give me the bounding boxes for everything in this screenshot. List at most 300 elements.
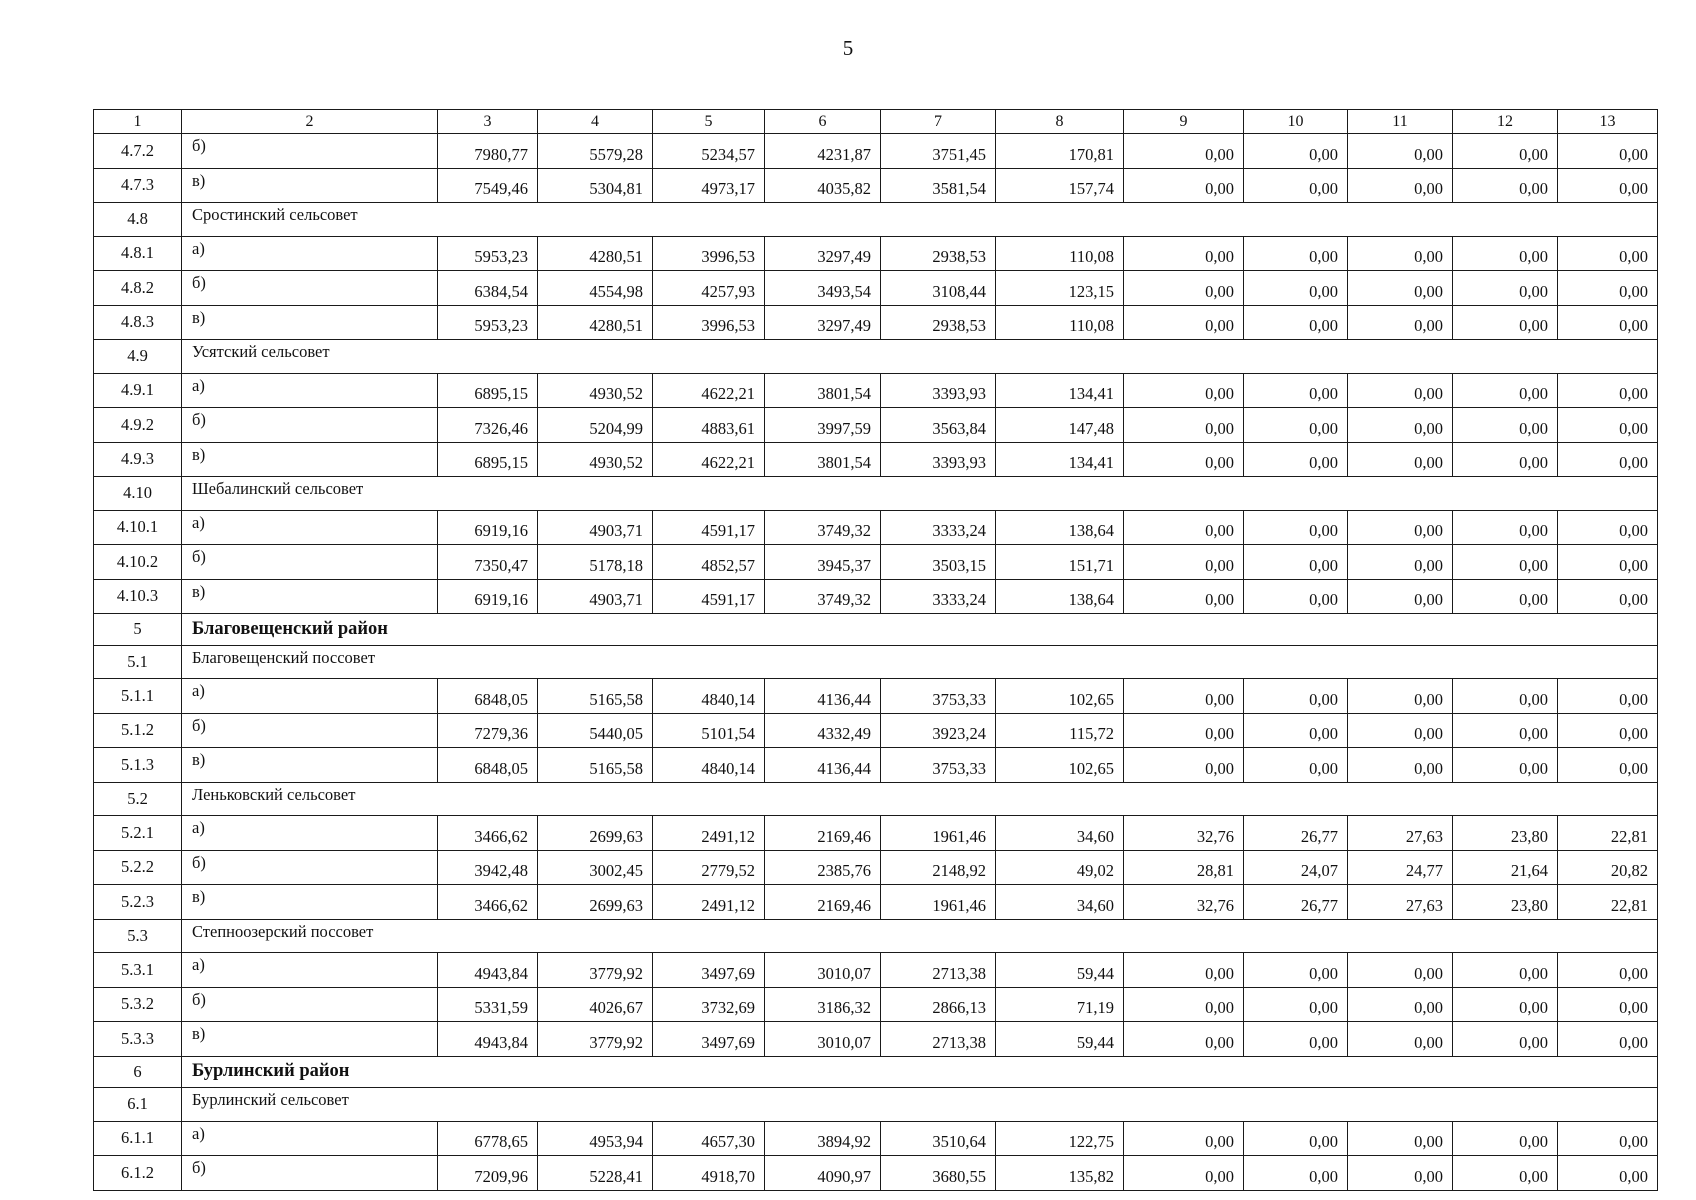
value-cell-col-9: 0,00 xyxy=(1124,579,1244,614)
header-cell: 10 xyxy=(1244,110,1348,134)
value-cell-col-6: 3749,32 xyxy=(765,510,881,545)
row-variant: б) xyxy=(182,408,438,443)
value-cell-col-6: 4035,82 xyxy=(765,168,881,203)
value-cell-col-4: 3779,92 xyxy=(538,953,653,988)
value-cell-col-13: 0,00 xyxy=(1558,1156,1658,1191)
row-code: 6.1.2 xyxy=(94,1156,182,1191)
value-cell-col-8: 34,60 xyxy=(996,816,1124,851)
value-cell-col-9: 0,00 xyxy=(1124,168,1244,203)
table-row xyxy=(94,545,1658,580)
table-row xyxy=(94,987,1658,1022)
value-cell-col-6: 3801,54 xyxy=(765,373,881,408)
table-row xyxy=(94,579,1658,614)
value-cell-col-5: 5101,54 xyxy=(653,713,765,748)
settlement-heading-row xyxy=(94,203,1658,237)
value-cell-col-11: 0,00 xyxy=(1348,442,1453,477)
value-cell-col-10: 0,00 xyxy=(1244,679,1348,714)
value-cell-col-11: 0,00 xyxy=(1348,168,1453,203)
value-cell-col-5: 3996,53 xyxy=(653,236,765,271)
value-cell-col-8: 71,19 xyxy=(996,987,1124,1022)
value-cell-col-6: 4136,44 xyxy=(765,748,881,783)
value-cell-col-10: 24,07 xyxy=(1244,850,1348,885)
value-cell-col-9: 0,00 xyxy=(1124,408,1244,443)
value-cell-col-10: 0,00 xyxy=(1244,305,1348,340)
value-cell-col-7: 2148,92 xyxy=(881,850,996,885)
value-cell-col-5: 4591,17 xyxy=(653,510,765,545)
value-cell-col-4: 4930,52 xyxy=(538,373,653,408)
value-cell-col-10: 0,00 xyxy=(1244,134,1348,169)
value-cell-col-4: 4026,67 xyxy=(538,987,653,1022)
header-cell: 8 xyxy=(996,110,1124,134)
value-cell-col-6: 3010,07 xyxy=(765,1022,881,1057)
value-cell-col-3: 4943,84 xyxy=(438,953,538,988)
value-cell-col-5: 3497,69 xyxy=(653,1022,765,1057)
district-heading-row xyxy=(94,614,1658,646)
value-cell-col-12: 0,00 xyxy=(1453,1121,1558,1156)
header-cell: 2 xyxy=(182,110,438,134)
value-cell-col-13: 0,00 xyxy=(1558,1121,1658,1156)
value-cell-col-10: 0,00 xyxy=(1244,373,1348,408)
value-cell-col-12: 0,00 xyxy=(1453,236,1558,271)
value-cell-col-7: 3510,64 xyxy=(881,1121,996,1156)
value-cell-col-13: 22,81 xyxy=(1558,816,1658,851)
settlement-heading-row xyxy=(94,645,1658,679)
value-cell-col-11: 0,00 xyxy=(1348,510,1453,545)
value-cell-col-11: 0,00 xyxy=(1348,987,1453,1022)
value-cell-col-3: 3942,48 xyxy=(438,850,538,885)
value-cell-col-12: 0,00 xyxy=(1453,679,1558,714)
value-cell-col-7: 3923,24 xyxy=(881,713,996,748)
value-cell-col-4: 4903,71 xyxy=(538,579,653,614)
value-cell-col-11: 0,00 xyxy=(1348,408,1453,443)
value-cell-col-4: 5178,18 xyxy=(538,545,653,580)
value-cell-col-13: 0,00 xyxy=(1558,953,1658,988)
value-cell-col-9: 0,00 xyxy=(1124,134,1244,169)
value-cell-col-10: 26,77 xyxy=(1244,816,1348,851)
row-title: Бурлинский сельсовет xyxy=(182,1088,1658,1122)
value-cell-col-6: 2385,76 xyxy=(765,850,881,885)
value-cell-col-4: 5304,81 xyxy=(538,168,653,203)
value-cell-col-4: 2699,63 xyxy=(538,885,653,920)
value-cell-col-13: 0,00 xyxy=(1558,713,1658,748)
value-cell-col-10: 0,00 xyxy=(1244,748,1348,783)
value-cell-col-9: 28,81 xyxy=(1124,850,1244,885)
row-code: 5.3.2 xyxy=(94,987,182,1022)
value-cell-col-7: 3333,24 xyxy=(881,579,996,614)
row-variant: а) xyxy=(182,679,438,714)
row-code: 4.9.2 xyxy=(94,408,182,443)
value-cell-col-9: 0,00 xyxy=(1124,1022,1244,1057)
row-variant: в) xyxy=(182,305,438,340)
header-cell: 9 xyxy=(1124,110,1244,134)
row-variant: б) xyxy=(182,713,438,748)
value-cell-col-10: 26,77 xyxy=(1244,885,1348,920)
row-code: 5.3 xyxy=(94,919,182,953)
value-cell-col-9: 0,00 xyxy=(1124,305,1244,340)
row-title: Благовещенский поссовет xyxy=(182,645,1658,679)
row-code: 4.9.3 xyxy=(94,442,182,477)
table-row xyxy=(94,748,1658,783)
header-cell: 4 xyxy=(538,110,653,134)
value-cell-col-9: 0,00 xyxy=(1124,442,1244,477)
value-cell-col-5: 2491,12 xyxy=(653,816,765,851)
value-cell-col-13: 0,00 xyxy=(1558,442,1658,477)
value-cell-col-3: 6919,16 xyxy=(438,510,538,545)
table-row xyxy=(94,679,1658,714)
value-cell-col-6: 2169,46 xyxy=(765,816,881,851)
district-heading-row xyxy=(94,1056,1658,1088)
row-variant: а) xyxy=(182,373,438,408)
table-row xyxy=(94,953,1658,988)
settlement-heading-row xyxy=(94,477,1658,511)
row-code: 4.9.1 xyxy=(94,373,182,408)
value-cell-col-5: 4657,30 xyxy=(653,1121,765,1156)
value-cell-col-9: 0,00 xyxy=(1124,545,1244,580)
table-row xyxy=(94,885,1658,920)
settlement-heading-row xyxy=(94,340,1658,374)
value-cell-col-5: 4883,61 xyxy=(653,408,765,443)
value-cell-col-8: 59,44 xyxy=(996,1022,1124,1057)
header-cell: 13 xyxy=(1558,110,1658,134)
value-cell-col-11: 0,00 xyxy=(1348,579,1453,614)
value-cell-col-3: 7549,46 xyxy=(438,168,538,203)
header-cell: 1 xyxy=(94,110,182,134)
value-cell-col-7: 3581,54 xyxy=(881,168,996,203)
value-cell-col-12: 0,00 xyxy=(1453,442,1558,477)
value-cell-col-6: 3801,54 xyxy=(765,442,881,477)
value-cell-col-9: 0,00 xyxy=(1124,953,1244,988)
row-title: Бурлинский район xyxy=(182,1056,1658,1088)
row-title: Благовещенский район xyxy=(182,614,1658,646)
value-cell-col-5: 3497,69 xyxy=(653,953,765,988)
value-cell-col-8: 122,75 xyxy=(996,1121,1124,1156)
value-cell-col-12: 0,00 xyxy=(1453,579,1558,614)
value-cell-col-7: 3393,93 xyxy=(881,373,996,408)
value-cell-col-3: 5953,23 xyxy=(438,305,538,340)
value-cell-col-10: 0,00 xyxy=(1244,1156,1348,1191)
value-cell-col-11: 0,00 xyxy=(1348,545,1453,580)
value-cell-col-3: 4943,84 xyxy=(438,1022,538,1057)
value-cell-col-3: 7209,96 xyxy=(438,1156,538,1191)
value-cell-col-4: 5440,05 xyxy=(538,713,653,748)
value-cell-col-3: 6848,05 xyxy=(438,679,538,714)
value-cell-col-11: 24,77 xyxy=(1348,850,1453,885)
value-cell-col-11: 0,00 xyxy=(1348,1156,1453,1191)
value-cell-col-5: 4591,17 xyxy=(653,579,765,614)
value-cell-col-9: 32,76 xyxy=(1124,816,1244,851)
settlement-heading-row xyxy=(94,1088,1658,1122)
value-cell-col-3: 7350,47 xyxy=(438,545,538,580)
value-cell-col-3: 6895,15 xyxy=(438,373,538,408)
value-cell-col-8: 151,71 xyxy=(996,545,1124,580)
header-cell: 12 xyxy=(1453,110,1558,134)
value-cell-col-7: 3753,33 xyxy=(881,748,996,783)
row-code: 5.1.3 xyxy=(94,748,182,783)
value-cell-col-5: 2779,52 xyxy=(653,850,765,885)
value-cell-col-9: 0,00 xyxy=(1124,679,1244,714)
row-code: 5.2.2 xyxy=(94,850,182,885)
row-variant: а) xyxy=(182,1121,438,1156)
value-cell-col-7: 3333,24 xyxy=(881,510,996,545)
value-cell-col-6: 3997,59 xyxy=(765,408,881,443)
value-cell-col-12: 0,00 xyxy=(1453,373,1558,408)
row-code: 5 xyxy=(94,614,182,646)
value-cell-col-5: 4840,14 xyxy=(653,748,765,783)
row-variant: в) xyxy=(182,1022,438,1057)
value-cell-col-13: 0,00 xyxy=(1558,579,1658,614)
value-cell-col-9: 32,76 xyxy=(1124,885,1244,920)
value-cell-col-12: 23,80 xyxy=(1453,885,1558,920)
value-cell-col-8: 147,48 xyxy=(996,408,1124,443)
table-row xyxy=(94,1156,1658,1191)
value-cell-col-4: 4280,51 xyxy=(538,305,653,340)
value-cell-col-13: 0,00 xyxy=(1558,373,1658,408)
row-title: Леньковский сельсовет xyxy=(182,782,1658,816)
value-cell-col-6: 3894,92 xyxy=(765,1121,881,1156)
row-code: 4.10.1 xyxy=(94,510,182,545)
header-cell: 7 xyxy=(881,110,996,134)
value-cell-col-8: 138,64 xyxy=(996,579,1124,614)
value-cell-col-13: 0,00 xyxy=(1558,545,1658,580)
value-cell-col-8: 157,74 xyxy=(996,168,1124,203)
row-code: 5.1 xyxy=(94,645,182,679)
row-code: 4.9 xyxy=(94,340,182,374)
value-cell-col-8: 102,65 xyxy=(996,679,1124,714)
row-variant: а) xyxy=(182,236,438,271)
value-cell-col-9: 0,00 xyxy=(1124,1121,1244,1156)
value-cell-col-7: 2938,53 xyxy=(881,305,996,340)
value-cell-col-13: 20,82 xyxy=(1558,850,1658,885)
table-row xyxy=(94,168,1658,203)
value-cell-col-12: 0,00 xyxy=(1453,168,1558,203)
row-code: 5.1.2 xyxy=(94,713,182,748)
value-cell-col-13: 0,00 xyxy=(1558,679,1658,714)
value-cell-col-9: 0,00 xyxy=(1124,1156,1244,1191)
row-code: 4.8.3 xyxy=(94,305,182,340)
value-cell-col-9: 0,00 xyxy=(1124,510,1244,545)
table-row xyxy=(94,816,1658,851)
value-cell-col-13: 22,81 xyxy=(1558,885,1658,920)
value-cell-col-4: 4930,52 xyxy=(538,442,653,477)
value-cell-col-11: 0,00 xyxy=(1348,748,1453,783)
value-cell-col-11: 0,00 xyxy=(1348,713,1453,748)
value-cell-col-10: 0,00 xyxy=(1244,713,1348,748)
row-code: 5.2.3 xyxy=(94,885,182,920)
value-cell-col-8: 110,08 xyxy=(996,236,1124,271)
table-row xyxy=(94,134,1658,169)
row-code: 4.10 xyxy=(94,477,182,511)
value-cell-col-10: 0,00 xyxy=(1244,953,1348,988)
value-cell-col-4: 4953,94 xyxy=(538,1121,653,1156)
value-cell-col-7: 3108,44 xyxy=(881,271,996,306)
row-variant: в) xyxy=(182,168,438,203)
value-cell-col-7: 1961,46 xyxy=(881,816,996,851)
value-cell-col-6: 4332,49 xyxy=(765,713,881,748)
row-code: 4.10.2 xyxy=(94,545,182,580)
value-cell-col-6: 3010,07 xyxy=(765,953,881,988)
row-code: 4.7.2 xyxy=(94,134,182,169)
table-row xyxy=(94,850,1658,885)
tariff-table xyxy=(93,109,1658,1191)
value-cell-col-10: 0,00 xyxy=(1244,168,1348,203)
value-cell-col-8: 59,44 xyxy=(996,953,1124,988)
value-cell-col-11: 0,00 xyxy=(1348,1022,1453,1057)
value-cell-col-12: 21,64 xyxy=(1453,850,1558,885)
value-cell-col-4: 4903,71 xyxy=(538,510,653,545)
value-cell-col-3: 6848,05 xyxy=(438,748,538,783)
value-cell-col-3: 3466,62 xyxy=(438,816,538,851)
row-title: Сростинский сельсовет xyxy=(182,203,1658,237)
value-cell-col-12: 0,00 xyxy=(1453,987,1558,1022)
value-cell-col-5: 4918,70 xyxy=(653,1156,765,1191)
row-variant: в) xyxy=(182,579,438,614)
row-code: 5.3.3 xyxy=(94,1022,182,1057)
value-cell-col-10: 0,00 xyxy=(1244,236,1348,271)
value-cell-col-9: 0,00 xyxy=(1124,987,1244,1022)
value-cell-col-8: 170,81 xyxy=(996,134,1124,169)
row-variant: б) xyxy=(182,987,438,1022)
value-cell-col-9: 0,00 xyxy=(1124,373,1244,408)
value-cell-col-13: 0,00 xyxy=(1558,168,1658,203)
row-variant: а) xyxy=(182,510,438,545)
value-cell-col-12: 0,00 xyxy=(1453,545,1558,580)
value-cell-col-4: 5204,99 xyxy=(538,408,653,443)
table-row xyxy=(94,373,1658,408)
value-cell-col-6: 3749,32 xyxy=(765,579,881,614)
value-cell-col-5: 5234,57 xyxy=(653,134,765,169)
value-cell-col-6: 3945,37 xyxy=(765,545,881,580)
page-number: 5 xyxy=(842,36,854,60)
value-cell-col-12: 0,00 xyxy=(1453,1156,1558,1191)
header-cell: 11 xyxy=(1348,110,1453,134)
value-cell-col-10: 0,00 xyxy=(1244,442,1348,477)
settlement-heading-row xyxy=(94,919,1658,953)
value-cell-col-11: 0,00 xyxy=(1348,236,1453,271)
value-cell-col-12: 0,00 xyxy=(1453,134,1558,169)
value-cell-col-8: 138,64 xyxy=(996,510,1124,545)
row-title: Шебалинский сельсовет xyxy=(182,477,1658,511)
header-cell: 5 xyxy=(653,110,765,134)
value-cell-col-6: 4090,97 xyxy=(765,1156,881,1191)
value-cell-col-12: 0,00 xyxy=(1453,305,1558,340)
value-cell-col-11: 0,00 xyxy=(1348,373,1453,408)
row-code: 5.2 xyxy=(94,782,182,816)
value-cell-col-3: 6919,16 xyxy=(438,579,538,614)
table-row xyxy=(94,510,1658,545)
value-cell-col-6: 3186,32 xyxy=(765,987,881,1022)
row-variant: б) xyxy=(182,271,438,306)
row-code: 4.7.3 xyxy=(94,168,182,203)
table-row xyxy=(94,236,1658,271)
value-cell-col-11: 0,00 xyxy=(1348,271,1453,306)
row-variant: а) xyxy=(182,816,438,851)
header-cell: 3 xyxy=(438,110,538,134)
value-cell-col-10: 0,00 xyxy=(1244,579,1348,614)
row-code: 5.3.1 xyxy=(94,953,182,988)
table-row xyxy=(94,408,1658,443)
row-code: 4.10.3 xyxy=(94,579,182,614)
value-cell-col-12: 0,00 xyxy=(1453,271,1558,306)
value-cell-col-11: 0,00 xyxy=(1348,134,1453,169)
value-cell-col-9: 0,00 xyxy=(1124,271,1244,306)
value-cell-col-12: 0,00 xyxy=(1453,510,1558,545)
value-cell-col-4: 5579,28 xyxy=(538,134,653,169)
value-cell-col-5: 4622,21 xyxy=(653,442,765,477)
value-cell-col-9: 0,00 xyxy=(1124,713,1244,748)
value-cell-col-12: 0,00 xyxy=(1453,713,1558,748)
row-variant: а) xyxy=(182,953,438,988)
value-cell-col-5: 3996,53 xyxy=(653,305,765,340)
value-cell-col-10: 0,00 xyxy=(1244,1121,1348,1156)
value-cell-col-3: 6384,54 xyxy=(438,271,538,306)
value-cell-col-6: 3493,54 xyxy=(765,271,881,306)
value-cell-col-7: 3563,84 xyxy=(881,408,996,443)
value-cell-col-13: 0,00 xyxy=(1558,1022,1658,1057)
table-row xyxy=(94,442,1658,477)
value-cell-col-3: 7326,46 xyxy=(438,408,538,443)
value-cell-col-3: 6895,15 xyxy=(438,442,538,477)
value-cell-col-10: 0,00 xyxy=(1244,987,1348,1022)
value-cell-col-12: 0,00 xyxy=(1453,408,1558,443)
value-cell-col-4: 3779,92 xyxy=(538,1022,653,1057)
row-code: 6 xyxy=(94,1056,182,1088)
row-code: 6.1 xyxy=(94,1088,182,1122)
row-variant: в) xyxy=(182,748,438,783)
row-code: 6.1.1 xyxy=(94,1121,182,1156)
value-cell-col-11: 0,00 xyxy=(1348,1121,1453,1156)
value-cell-col-9: 0,00 xyxy=(1124,748,1244,783)
value-cell-col-10: 0,00 xyxy=(1244,271,1348,306)
value-cell-col-7: 2713,38 xyxy=(881,1022,996,1057)
value-cell-col-7: 1961,46 xyxy=(881,885,996,920)
table-row xyxy=(94,1121,1658,1156)
value-cell-col-11: 0,00 xyxy=(1348,679,1453,714)
settlement-heading-row xyxy=(94,782,1658,816)
row-code: 5.1.1 xyxy=(94,679,182,714)
value-cell-col-7: 3393,93 xyxy=(881,442,996,477)
value-cell-col-8: 123,15 xyxy=(996,271,1124,306)
value-cell-col-7: 3680,55 xyxy=(881,1156,996,1191)
value-cell-col-13: 0,00 xyxy=(1558,236,1658,271)
row-variant: б) xyxy=(182,850,438,885)
value-cell-col-7: 2866,13 xyxy=(881,987,996,1022)
value-cell-col-7: 2713,38 xyxy=(881,953,996,988)
value-cell-col-6: 4231,87 xyxy=(765,134,881,169)
value-cell-col-12: 23,80 xyxy=(1453,816,1558,851)
value-cell-col-6: 4136,44 xyxy=(765,679,881,714)
value-cell-col-10: 0,00 xyxy=(1244,545,1348,580)
value-cell-col-13: 0,00 xyxy=(1558,510,1658,545)
row-code: 5.2.1 xyxy=(94,816,182,851)
value-cell-col-11: 0,00 xyxy=(1348,953,1453,988)
table-row xyxy=(94,1022,1658,1057)
value-cell-col-7: 3503,15 xyxy=(881,545,996,580)
row-code: 4.8 xyxy=(94,203,182,237)
value-cell-col-13: 0,00 xyxy=(1558,987,1658,1022)
value-cell-col-3: 7980,77 xyxy=(438,134,538,169)
row-variant: в) xyxy=(182,885,438,920)
value-cell-col-8: 115,72 xyxy=(996,713,1124,748)
table-row xyxy=(94,713,1658,748)
value-cell-col-11: 0,00 xyxy=(1348,305,1453,340)
value-cell-col-12: 0,00 xyxy=(1453,953,1558,988)
value-cell-col-11: 27,63 xyxy=(1348,885,1453,920)
value-cell-col-10: 0,00 xyxy=(1244,510,1348,545)
column-number-header-row xyxy=(94,110,1658,134)
value-cell-col-7: 3753,33 xyxy=(881,679,996,714)
value-cell-col-13: 0,00 xyxy=(1558,271,1658,306)
value-cell-col-4: 4554,98 xyxy=(538,271,653,306)
